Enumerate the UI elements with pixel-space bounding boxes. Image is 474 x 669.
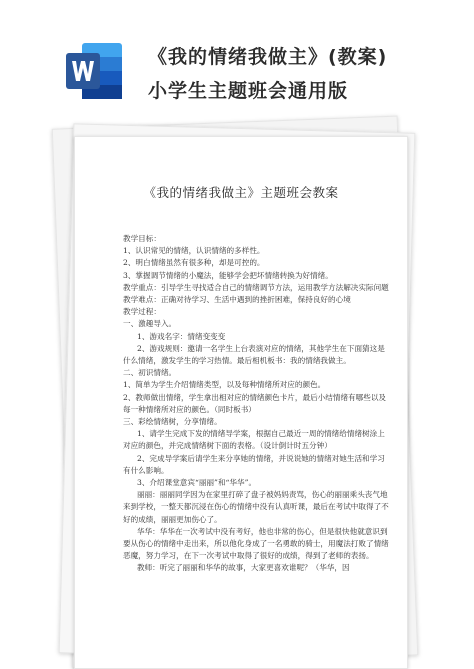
paragraph: 教学目标： [123, 234, 161, 243]
paragraph: 3、掌握调节情绪的小魔法，能够学会把坏情绪转换为好情绪。 [123, 270, 333, 280]
paragraph: 1、请学生完成下发的情绪导学案，根据自己最近一周的情绪给情绪树涂上对应的颜色，并完成情绪树下面的表格。（设计倒计时五分钟） [123, 429, 385, 451]
paragraph: 华华：华华在一次考试中没有考好，他也非常的伤心，但是很快他就意识到要从伤心的情绪中走出来，所以他化身成了一名勇敢的骑士，用魔法打败了情绪恶魔，努力学习，在下一次考试中取得了很好的成绩，得到了老师的表扬。 [123, 526, 389, 561]
document-title-line-1: 《我的情绪我做主》(教案) [148, 46, 388, 68]
paragraph: 丽丽：丽丽同学因为在家里打碎了盘子被妈妈责骂，伤心的丽丽乘头丧气地来到学校，一整天都沉浸在伤心的情绪中没有认真听课，最后在考试中取得了不好的成绩，丽丽更加伤心了。 [123, 490, 389, 524]
word-document-icon [64, 40, 126, 102]
paragraph: 2、游戏规则：邀请一名学生上台表演对应的情绪，其他学生在下面猜这是什么情绪，激发学生的学习热情。最后相机板书：我的情绪我做主。 [123, 343, 385, 366]
paragraph: 2、教师做出情绪，学生拿出相对应的情绪颜色卡片，最后小结情绪有哪些以及每一种情绪所对应的颜色。（同时板书） [123, 392, 387, 414]
paragraph: 三、彩绘情绪树，分享情绪。 [123, 417, 222, 427]
paragraph: 2、完成导学案后请学生来分享她的情绪，并说说她的情绪对她生活和学习有什么影响。 [123, 453, 385, 475]
paragraph: 教师：听完了丽丽和华华的故事，大家更喜欢谁呢？（华华，因 [137, 563, 350, 573]
paragraph: 教学难点：正确对待学习、生活中遇到的挫折困难，保持良好的心境 [123, 295, 351, 305]
paragraph: 一、激趣导入。 [123, 319, 177, 329]
paragraph: 教学过程： [123, 307, 161, 317]
header [0, 0, 474, 120]
document-body [123, 233, 391, 575]
document-page [74, 136, 408, 669]
paragraph: 二、初识情绪。 [123, 368, 177, 378]
paragraph: 1、游戏名字：情绪变变变 [137, 331, 226, 341]
paragraph: 1、简单为学生介绍情绪类型，以及每种情绪所对应的颜色。 [123, 380, 326, 390]
paragraph: 3、介绍课堂意宾“丽丽”和“华华”。 [137, 478, 257, 488]
paragraph: 2、明白情绪虽然有很多种，却是可控的。 [123, 258, 265, 268]
paragraph: 教学重点：引导学生寻找适合自己的情绪调节方法，运用教学方法解决实际问题 [123, 282, 389, 292]
paragraph: 1、认识常见的情绪，认识情绪的多样性。 [123, 246, 265, 256]
document-title-line-2: 小学生主题班会通用版 [148, 80, 349, 102]
page-title: 《我的情绪我做主》主题班会教案 [143, 185, 339, 200]
